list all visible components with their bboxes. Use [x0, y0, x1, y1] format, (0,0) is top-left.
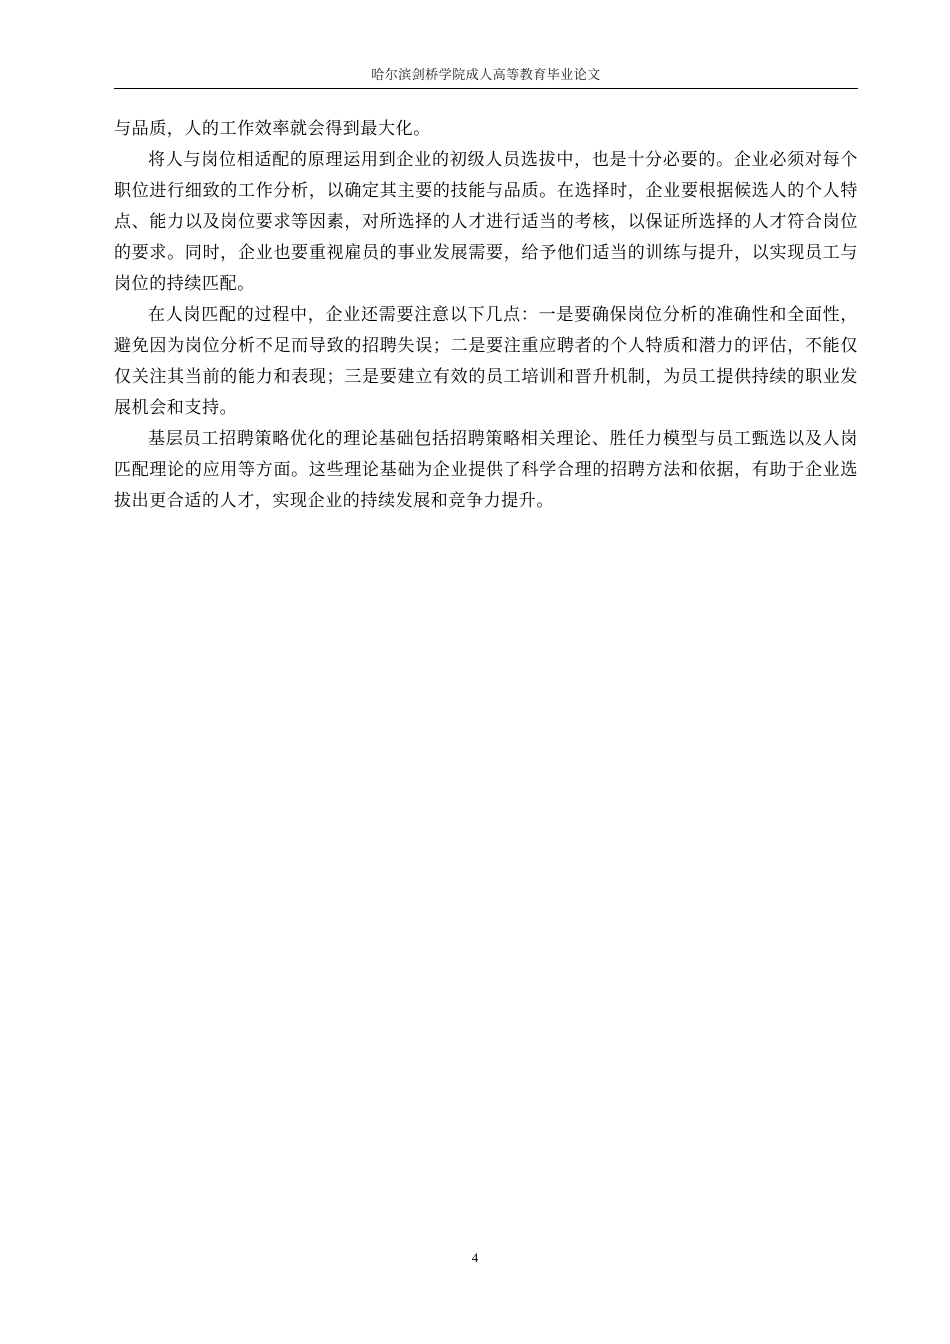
page-number: 4: [471, 1250, 479, 1265]
page-header: [114, 64, 858, 89]
document-body: [114, 114, 858, 517]
paragraph-matching-considerations: 在人岗匹配的过程中，企业还需要注意以下几点：一是要确保岗位分析的准确性和全面性，避免因为岗位分析不足而导致的招聘失误；二是要注重应聘者的个人特质和潜力的评估，不能仅仅关注其当前的能力和表现；三是要建立有效的员工培训和晋升机制，为员工提供持续的职业发展机会和支持。: [114, 305, 858, 418]
paragraph-theoretical-summary: 基层员工招聘策略优化的理论基础包括招聘策略相关理论、胜任力模型与员工甄选以及人岗匹配理论的应用等方面。这些理论基础为企业提供了科学合理的招聘方法和依据，有助于企业选拔出更合适的人才，实现企业的持续发展和竞争力提升。: [114, 429, 858, 511]
header-title: 哈尔滨剑桥学院成人高等教育毕业论文: [371, 68, 601, 83]
paragraph-person-job-fit-selection: 将人与岗位相适配的原理运用到企业的初级人员选拔中，也是十分必要的。企业必须对每个职位进行细致的工作分析，以确定其主要的技能与品质。在选择时，企业要根据候选人的个人特点、能力以及岗位要求等因素，对所选择的人才进行适当的考核，以保证所选择的人才符合岗位的要求。同时，企业也要重视雇员的事业发展需要，给予他们适当的训练与提升，以实现员工与岗位的持续匹配。: [114, 150, 858, 294]
paragraph-continuation: 与品质，人的工作效率就会得到最大化。: [114, 119, 431, 139]
